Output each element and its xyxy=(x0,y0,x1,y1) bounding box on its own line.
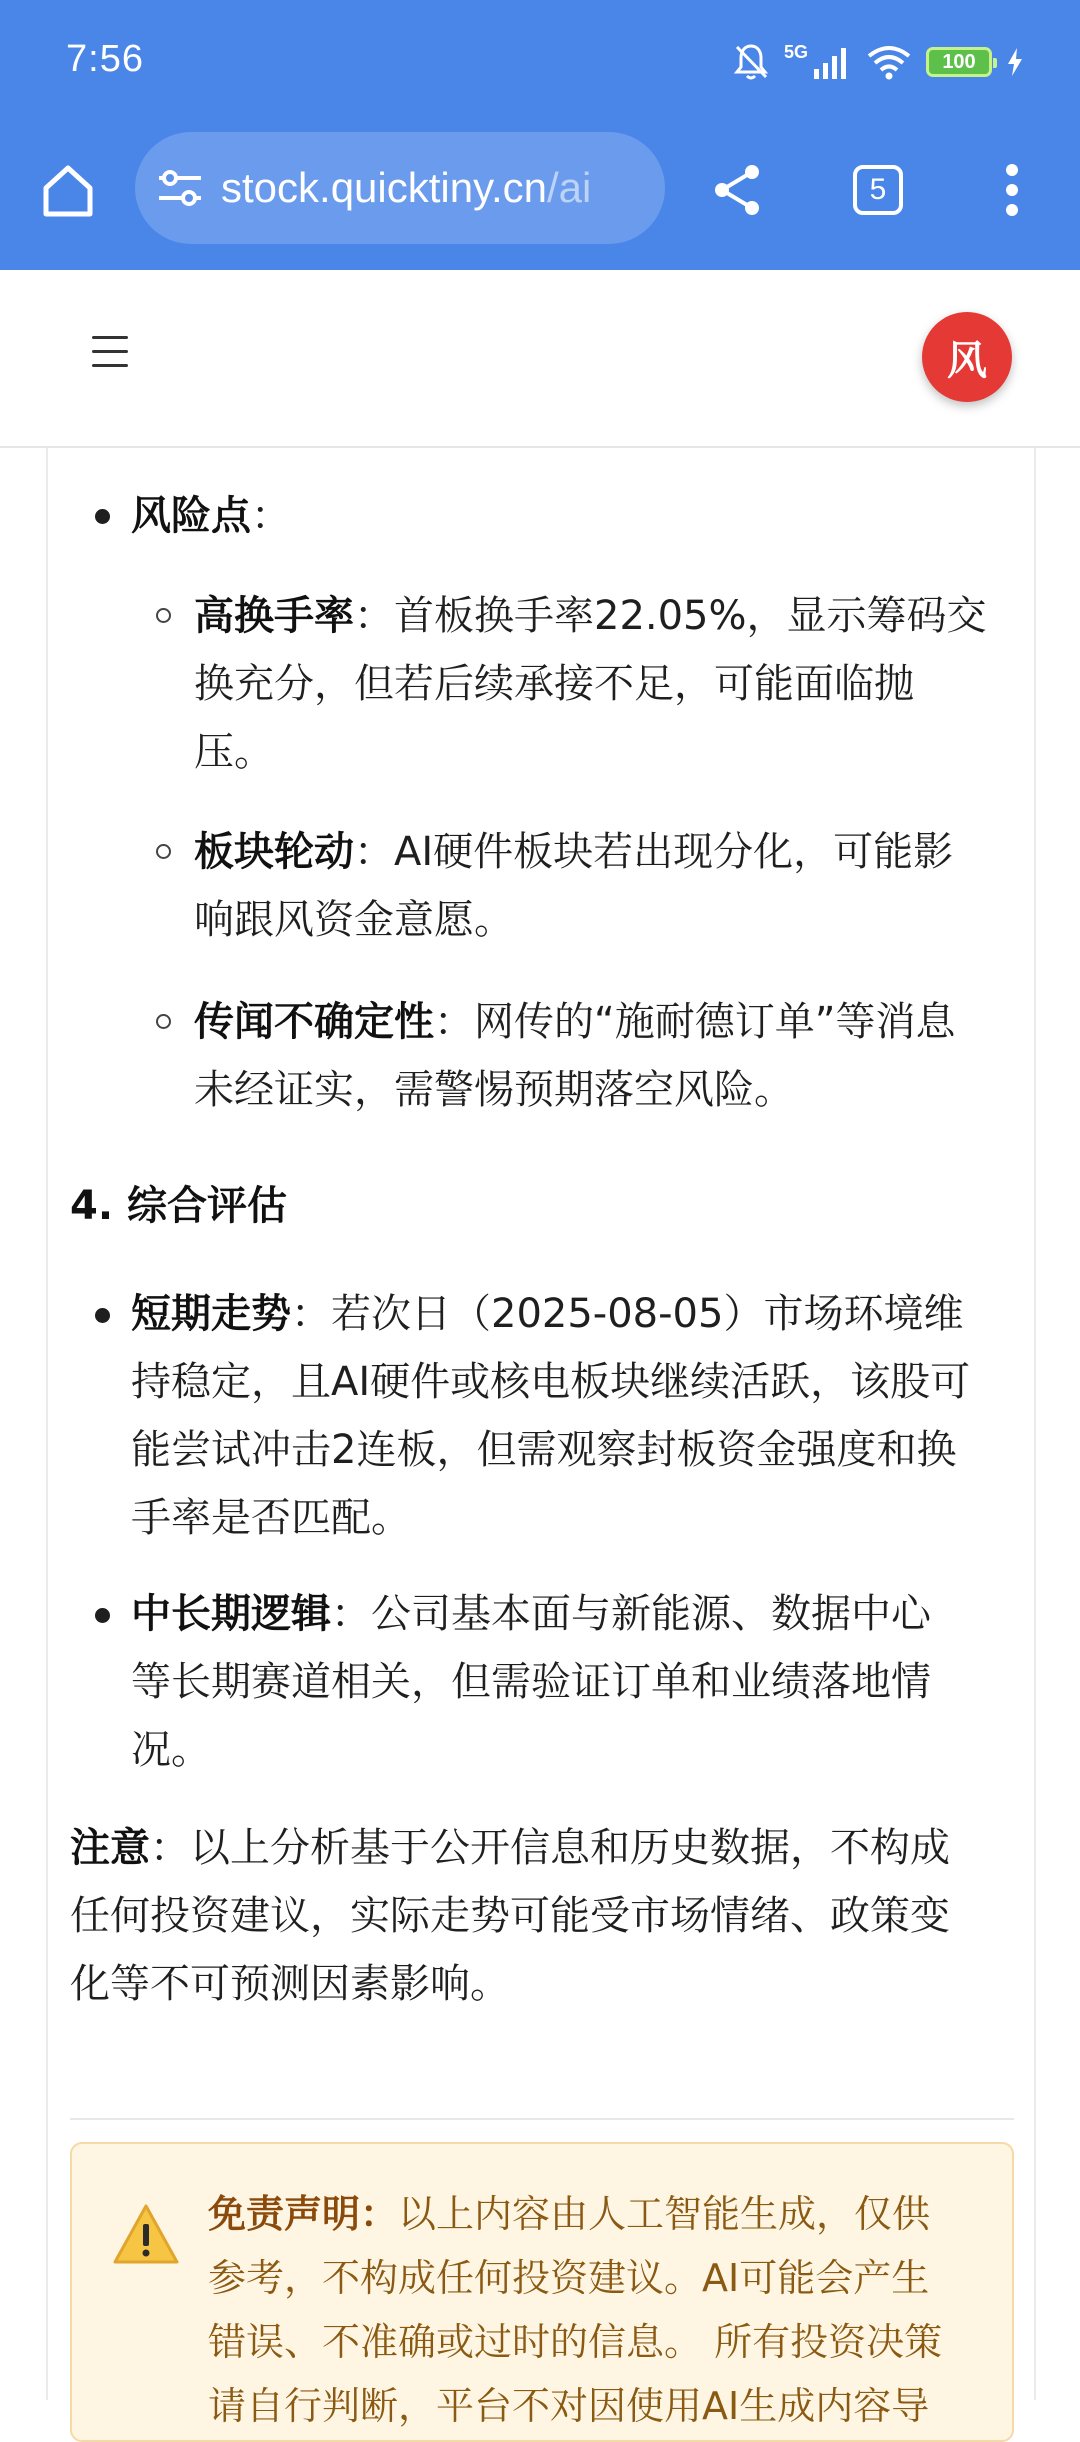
assessment-item-line: 手率是否匹配。 xyxy=(131,1495,411,1541)
battery-level: 100 xyxy=(942,50,976,73)
share-button[interactable] xyxy=(698,150,778,230)
tab-switcher-button[interactable] xyxy=(838,150,918,230)
risk-item-line: 未经证实，需警惕预期落空风险。 xyxy=(194,1067,794,1113)
assessment-item-line: 况。 xyxy=(131,1727,211,1773)
divider xyxy=(70,2118,1014,2120)
bullet-circle xyxy=(156,1014,171,1029)
browser-chrome xyxy=(0,0,1080,270)
risk-heading-title: 风险点 xyxy=(131,493,251,539)
bullet-circle xyxy=(156,608,171,623)
tab-count: 5 xyxy=(853,165,903,215)
section-heading-text: 4. 综合评估 xyxy=(70,1183,287,1229)
url-path: /ai xyxy=(547,164,592,211)
assessment-item xyxy=(131,1280,963,1348)
url-bar[interactable] xyxy=(135,132,665,244)
disclaimer-line-1 xyxy=(208,2182,988,2246)
site-header xyxy=(0,270,1080,448)
article-content xyxy=(46,448,1036,2428)
risk-item-title: 传闻不确定性 xyxy=(194,999,434,1045)
risk-heading-colon: ： xyxy=(251,493,291,539)
note-line: 化等不可预测因素影响。 xyxy=(70,1961,510,2007)
risk-item xyxy=(194,818,953,886)
site-settings-icon[interactable] xyxy=(157,168,203,208)
network-type: 5G xyxy=(783,41,808,62)
assessment-item-title: 短期走势 xyxy=(131,1291,291,1337)
home-icon xyxy=(40,162,96,218)
warning-icon xyxy=(112,2202,180,2266)
more-vert-icon xyxy=(1002,162,1022,218)
note-text: ：以上分析基于公开信息和历史数据，不构成 xyxy=(150,1825,950,1871)
assessment-item-text: ：公司基本面与新能源、数据中心 xyxy=(331,1591,931,1637)
disclaimer-box xyxy=(70,2142,1014,2442)
assessment-item-title: 中长期逻辑 xyxy=(131,1591,331,1637)
note-title: 注意 xyxy=(70,1825,150,1871)
risk-item-text: ：网传的“施耐德订单”等消息 xyxy=(434,999,956,1045)
wifi-icon xyxy=(866,44,912,80)
bullet-disc xyxy=(95,1308,110,1323)
risk-item-line: 压。 xyxy=(194,729,274,775)
assessment-item-line: 能尝试冲击2连板，但需观察封板资金强度和换 xyxy=(131,1427,957,1473)
charging-icon xyxy=(1006,47,1024,77)
section-heading xyxy=(70,1172,287,1240)
disclaimer-line: 请自行判断，平台不对因使用AI生成内容导 xyxy=(208,2384,930,2428)
menu-button[interactable] xyxy=(972,150,1052,230)
url-host: stock.quicktiny.cn xyxy=(221,164,548,211)
status-icons xyxy=(732,40,1024,84)
risk-item-title: 板块轮动 xyxy=(194,829,354,875)
home-button[interactable] xyxy=(28,150,108,230)
url-text[interactable] xyxy=(221,164,591,212)
risk-item-text: ：AI硬件板块若出现分化，可能影 xyxy=(354,829,954,875)
disclaimer-title: 免责声明： xyxy=(208,2192,399,2236)
disclaimer-line: 错误、不准确或过时的信息。 所有投资决策 xyxy=(208,2320,943,2364)
bullet-disc xyxy=(95,509,110,524)
share-icon xyxy=(710,162,766,218)
note-paragraph xyxy=(70,1814,950,1882)
assessment-item-text: ：若次日（2025-08-05）市场环境维 xyxy=(291,1291,964,1337)
status-time: 7:56 xyxy=(66,38,144,80)
risk-item xyxy=(194,988,955,1056)
risk-item xyxy=(194,582,987,650)
disclaimer-line: 参考，不构成任何投资建议。AI可能会产生 xyxy=(208,2256,930,2300)
hamburger-menu-icon[interactable] xyxy=(92,336,132,376)
battery-indicator xyxy=(926,47,992,77)
risk-item-line: 换充分，但若后续承接不足，可能面临抛 xyxy=(194,661,914,707)
signal-icon xyxy=(812,45,852,79)
assessment-item-line: 持稳定，且AI硬件或核电板块继续活跃，该股可 xyxy=(131,1359,971,1405)
risk-heading xyxy=(131,482,291,550)
disclaimer-line: 以上内容由人工智能生成，仅供 xyxy=(398,2192,931,2236)
user-avatar[interactable]: 风 xyxy=(922,312,1012,402)
assessment-item-line: 等长期赛道相关，但需验证订单和业绩落地情 xyxy=(131,1659,931,1705)
bell-muted-icon xyxy=(732,42,770,82)
assessment-item xyxy=(131,1580,931,1648)
bullet-disc xyxy=(95,1608,110,1623)
risk-item-text: ：首板换手率22.05%，显示筹码交 xyxy=(354,593,987,639)
note-line: 任何投资建议，实际走势可能受市场情绪、政策变 xyxy=(70,1893,950,1939)
risk-item-line: 响跟风资金意愿。 xyxy=(194,897,514,943)
bullet-circle xyxy=(156,844,171,859)
risk-item-title: 高换手率 xyxy=(194,593,354,639)
